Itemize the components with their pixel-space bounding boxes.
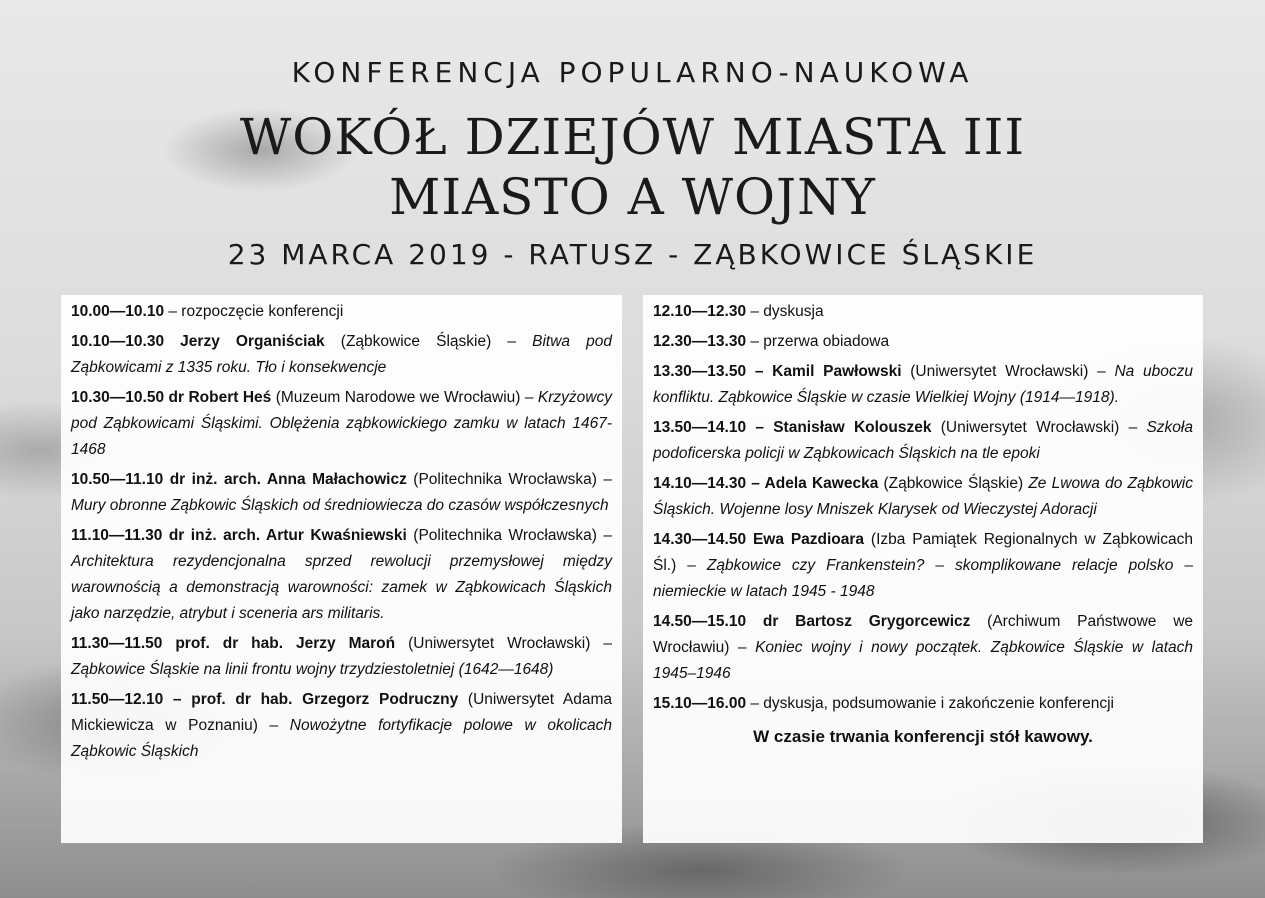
- schedule-entry: [653, 359, 1193, 411]
- entry-speaker: – prof. dr hab. Grzegorz Podruczny: [163, 691, 459, 708]
- schedule-left-panel: [61, 295, 622, 843]
- entry-speaker: dr Bartosz Grygorcewicz: [746, 613, 971, 630]
- entry-time: 11.10—11.30: [71, 527, 163, 544]
- entry-speaker: dr inż. arch. Artur Kwaśniewski: [162, 527, 407, 544]
- schedule-entry: [71, 523, 612, 627]
- coffee-note: W czasie trwania konferencji stół kawowy.: [753, 727, 1093, 746]
- entry-affiliation: (Politechnika Wrocławska) –: [406, 471, 613, 488]
- entry-time: 15.10—16.00: [653, 695, 747, 712]
- entry-topic: Szkoła podoficerska policji w Ząbkowicach Śląskich na tle epoki: [653, 419, 1193, 462]
- schedule-entry: [71, 299, 612, 325]
- entry-time: 14.10—14.30: [653, 475, 747, 492]
- entry-time: 12.30—13.30: [653, 333, 747, 350]
- schedule-entry: [653, 471, 1193, 523]
- schedule-entry: [653, 329, 1193, 355]
- schedule-entry: [71, 385, 612, 463]
- entry-topic: Nowożytne fortyfikacje polowe w okolicach Ząbkowic Śląskich: [71, 717, 612, 760]
- entry-time: 13.50—14.10: [653, 419, 747, 436]
- title-line-1: WOKÓŁ DZIEJÓW MIASTA III: [239, 108, 1026, 166]
- schedule-entry: [71, 467, 612, 519]
- entry-time: 11.30—11.50: [71, 635, 163, 652]
- entry-topic: Koniec wojny i nowy początek. Ząbkowice Śląskie w latach 1945–1946: [653, 639, 1193, 682]
- entry-time: 10.30—10.50: [71, 389, 165, 406]
- entry-time: 10.00—10.10: [71, 303, 165, 320]
- entry-affiliation: (Archiwum Państwowe we Wrocławiu) –: [653, 613, 1194, 656]
- entry-speaker: – Stanisław Kolouszek: [746, 419, 932, 436]
- entry-affiliation: (Politechnika Wrocławska) –: [406, 527, 612, 544]
- schedule-entry: [653, 527, 1193, 605]
- entry-speaker: Ewa Pazdioara: [746, 531, 865, 548]
- schedule-entry: [653, 415, 1193, 467]
- entry-time: 12.10—12.30: [653, 303, 747, 320]
- entry-time: 13.30—13.50: [653, 363, 747, 380]
- entry-time: 14.30—14.50: [653, 531, 747, 548]
- conference-subtitle: KONFERENCJA POPULARNO-NAUKOWA: [291, 56, 974, 89]
- entry-topic: Mury obronne Ząbkowic Śląskich od średniowiecza do czasów współczesnych: [71, 497, 609, 514]
- entry-topic: Ze Lwowa do Ząbkowic Śląskich. Wojenne losy Mniszek Klarysek od Wieczystej Adoracji: [653, 475, 1193, 518]
- schedule-right-panel: [643, 295, 1203, 843]
- schedule-entry: [653, 299, 1193, 325]
- entry-plain: – rozpoczęcie konferencji: [164, 303, 344, 320]
- entry-topic: Krzyżowcy pod Ząbkowicami Śląskimi. Oblężenia ząbkowickiego zamku w latach 1467-1468: [71, 389, 612, 458]
- entry-speaker: prof. dr hab. Jerzy Maroń: [162, 635, 396, 652]
- schedule-entry: [71, 687, 612, 765]
- entry-topic: Na uboczu konfliktu. Ząbkowice Śląskie w czasie Wielkiej Wojny (1914—1918).: [653, 363, 1193, 406]
- entry-plain: – przerwa obiadowa: [746, 333, 890, 350]
- entry-affiliation: (Uniwersytet Wrocławski) –: [395, 635, 612, 652]
- entry-affiliation: (Uniwersytet Adama Mickiewicza w Poznaniu) –: [71, 691, 613, 734]
- entry-affiliation: (Ząbkowice Śląskie): [878, 475, 1029, 492]
- entry-affiliation: (Izba Pamiątek Regionalnych w Ząbkowicach Śl.) –: [653, 531, 1193, 574]
- title-line-2: MIASTO A WOJNY: [389, 168, 876, 226]
- schedule-entry: [653, 609, 1193, 687]
- date-location-line: 23 MARCA 2019 - RATUSZ - ZĄBKOWICE ŚLĄSKIE: [227, 238, 1038, 271]
- schedule-entry: [71, 329, 612, 381]
- entry-time: 14.50—15.10: [653, 613, 747, 630]
- entry-affiliation: (Uniwersytet Wrocławski) –: [931, 419, 1147, 436]
- schedule-entry: [653, 691, 1193, 717]
- entry-plain: – dyskusja: [746, 303, 824, 320]
- entry-speaker: Jerzy Organiściak: [164, 333, 325, 350]
- entry-speaker: dr Robert Heś: [164, 389, 272, 406]
- entry-time: 10.50—11.10: [71, 471, 164, 488]
- entry-affiliation: (Uniwersytet Wrocławski) –: [901, 363, 1115, 380]
- entry-topic: Bitwa pod Ząbkowicami z 1335 roku. Tło i konsekwencje: [71, 333, 612, 376]
- entry-speaker: – Kamil Pawłowski: [746, 363, 902, 380]
- entry-plain: – dyskusja, podsumowanie i zakończenie konferencji: [746, 695, 1114, 712]
- entry-affiliation: (Muzeum Narodowe we Wrocławiu) –: [271, 389, 538, 406]
- schedule-entry: [71, 631, 612, 683]
- entry-topic: Ząbkowice Śląskie na linii frontu wojny trzydziestoletniej (1642—1648): [71, 661, 554, 678]
- entry-topic: Architektura rezydencjonalna sprzed rewolucji przemysłowej między warownością a demonstracją warowności: zamek w Ząbkowicach Śląskich jako narzędzie, atrybut i sceneria ars militaris.: [71, 553, 612, 622]
- entry-topic: Ząbkowice czy Frankenstein? – skomplikowane relacje polsko – niemieckie w latach 1945 - 1948: [653, 557, 1194, 600]
- entry-speaker: dr inż. arch. Anna Małachowicz: [163, 471, 407, 488]
- entry-affiliation: (Ząbkowice Śląskie) –: [324, 333, 533, 350]
- entry-time: 10.10—10.30: [71, 333, 165, 350]
- entry-time: 11.50—12.10: [71, 691, 164, 708]
- entry-speaker: – Adela Kawecka: [746, 475, 879, 492]
